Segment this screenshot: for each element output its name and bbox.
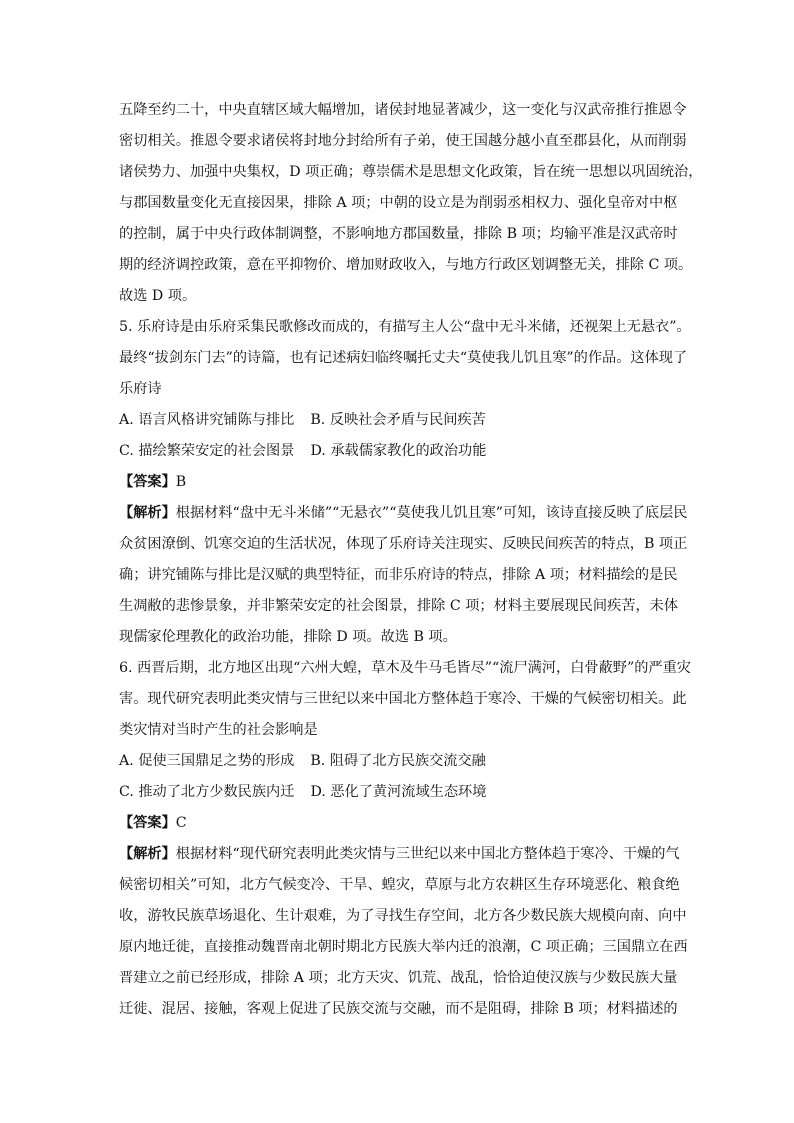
- text-line: 诸侯势力、加强中央集权，D 项正确；尊崇儒术是思想文化政策，旨在统一思想以巩固统治，: [119, 164, 703, 180]
- analysis-line: 收，游牧民族草场退化、生计艰难，为了寻找生存空间，北方各少数民族大规模向南、向中: [119, 908, 687, 924]
- option-d: D. 承载儒家教化的政治功能: [310, 443, 487, 459]
- analysis-line: 候密切相关”可知，北方气候变冷、干旱、蝗灾，草原与北方农耕区生存环境恶化、粮食绝: [119, 877, 680, 893]
- question-6-options: [119, 746, 689, 808]
- option-a: A. 语言风格讲究铺陈与排比: [119, 412, 295, 428]
- analysis-line: 晋建立之前已经形成，排除 A 项；北方天灾、饥荒、战乱，恰恰迫使汉族与少数民族大量: [119, 970, 678, 986]
- stem-line: 类灾情对当时产生的社会影响是: [119, 722, 318, 738]
- stem-line: 5. 乐府诗是由乐府采集民歌修改而成的，有描写主人公“盘中无斗米储，还视架上无悬衣”。: [119, 319, 691, 335]
- option-row: [119, 777, 689, 808]
- option-c: C. 描绘繁荣安定的社会图景: [119, 443, 295, 459]
- stem-line: 乐府诗: [119, 381, 162, 397]
- question-5: [119, 312, 689, 653]
- option-row: [119, 405, 689, 436]
- answer-value: B: [175, 474, 187, 490]
- question-5-options: [119, 405, 689, 467]
- analysis-text: 根据材料“盘中无斗米储”“无悬衣”“莫使我儿饥且寒”可知，该诗直接反映了底层民: [175, 505, 688, 521]
- option-b: B. 阻碍了北方民族交流交融: [310, 753, 486, 769]
- answer-line: [119, 467, 689, 498]
- text-line: 期的经济调控政策，意在平抑物价、增加财政收入，与地方行政区划调整无关，排除 C 项。: [119, 257, 693, 273]
- analysis-line: 迁徙、混居、接触，客观上促进了民族交流与交融，而不是阻碍，排除 B 项；材料描述的: [119, 1001, 678, 1017]
- text-line: 故选 D 项。: [119, 288, 197, 304]
- question-6-stem: [119, 653, 689, 746]
- option-c: C. 推动了北方少数民族内迁: [119, 784, 295, 800]
- text-line: 密切相关。推恩令要求诸侯将封地分封给所有子弟，使王国越分越小直至郡县化，从而削弱: [119, 133, 687, 149]
- option-a: A. 促使三国鼎足之势的形成: [119, 753, 295, 769]
- previous-analysis-continuation: [119, 95, 703, 312]
- document-body: [119, 95, 703, 1025]
- text-line: 的控制，属于中央行政体制调整，不影响地方郡国数量，排除 B 项；均输平准是汉武帝时: [119, 226, 678, 242]
- stem-line: 害。现代研究表明此类灾情与三世纪以来中国北方整体趋于寒冷、干燥的气候密切相关。此: [119, 691, 687, 707]
- stem-line: 最终“拔剑东门去”的诗篇，也有记述病妇临终嘱托丈夫“莫使我儿饥且寒”的作品。这体现了: [119, 350, 688, 366]
- option-row: [119, 436, 689, 467]
- text-line: 与郡国数量变化无直接因果，排除 A 项；中朝的设立是为削弱丞相权力、强化皇帝对中枢: [119, 195, 678, 211]
- analysis-line: 确；讲究铺陈与排比是汉赋的典型特征，而非乐府诗的特点，排除 A 项；材料描绘的是民: [119, 567, 678, 583]
- analysis-tag: 【解析】: [119, 846, 176, 862]
- analysis-line: [119, 839, 689, 870]
- question-6-analysis: [119, 839, 689, 1025]
- question-5-stem: [119, 312, 689, 405]
- answer-line: [119, 808, 689, 839]
- question-5-analysis: [119, 498, 689, 653]
- answer-value: C: [175, 815, 187, 831]
- answer-tag: 【答案】: [119, 474, 176, 490]
- analysis-text: 根据材料“现代研究表明此类灾情与三世纪以来中国北方整体趋于寒冷、干燥的气: [175, 846, 680, 862]
- analysis-line: [119, 498, 689, 529]
- analysis-line: 原内地迁徙，直接推动魏晋南北朝时期北方民族大举内迁的浪潮，C 项正确；三国鼎立在西: [119, 939, 688, 955]
- analysis-line: 现儒家伦理教化的政治功能，排除 D 项。故选 B 项。: [119, 629, 457, 645]
- option-d: D. 恶化了黄河流域生态环境: [310, 784, 487, 800]
- analysis-line: 生凋敝的悲惨景象，并非繁荣安定的社会图景，排除 C 项；材料主要展现民间疾苦，未体: [119, 598, 679, 614]
- stem-line: 6. 西晋后期，北方地区出现“六州大蝗，草木及牛马毛皆尽”“流尸满河，白骨蔽野”的严重灾: [119, 660, 691, 676]
- option-row: [119, 746, 689, 777]
- analysis-tag: 【解析】: [119, 505, 176, 521]
- option-b: B. 反映社会矛盾与民间疾苦: [310, 412, 486, 428]
- text-line: 五降至约二十，中央直辖区域大幅增加，诸侯封地显著减少，这一变化与汉武帝推行推恩令: [119, 102, 687, 118]
- analysis-line: 众贫困潦倒、饥寒交迫的生活状况，体现了乐府诗关注现实、反映民间疾苦的特点，B 项正: [119, 536, 688, 552]
- question-6: [119, 653, 689, 1025]
- answer-tag: 【答案】: [119, 815, 176, 831]
